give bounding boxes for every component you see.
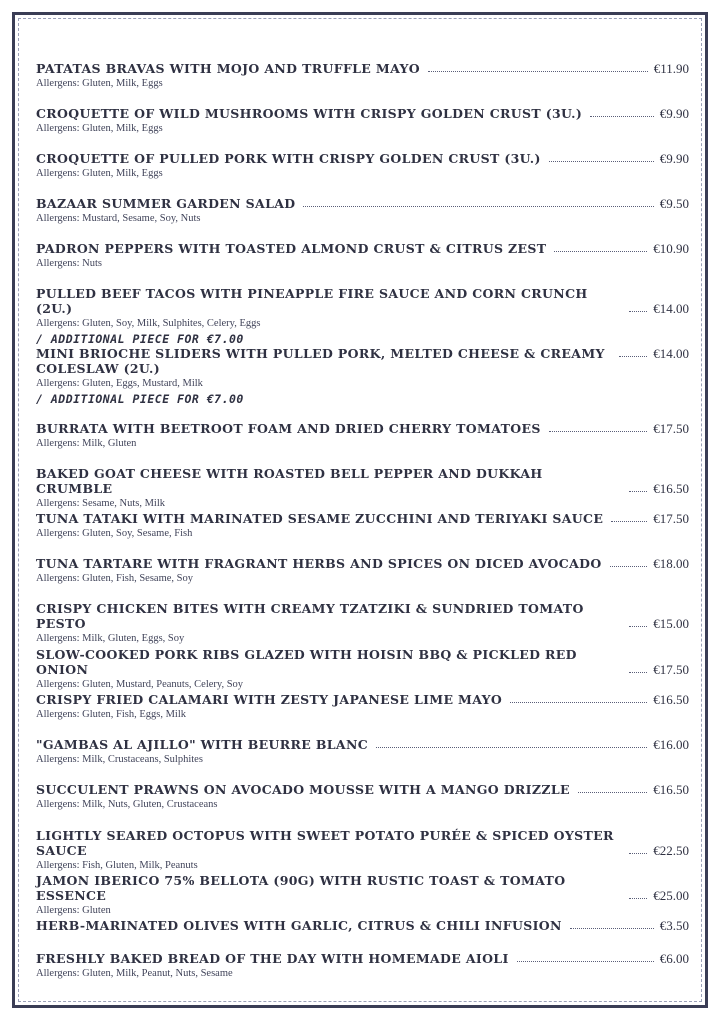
leader-dots — [549, 431, 648, 432]
item-allergens: Allergens: Fish, Gluten, Milk, Peanuts — [36, 860, 198, 871]
item-name: BURRATA WITH BEETROOT FOAM AND DRIED CHERRY TOMATOES — [36, 421, 541, 436]
item-price: €10.90 — [653, 241, 689, 256]
menu-item-octopus — [36, 828, 689, 872]
menu-item-croquette-mushroom — [36, 106, 689, 135]
item-allergens: Allergens: Milk, Nuts, Gluten, Crustaceans — [36, 799, 218, 810]
item-allergens: Allergens: Milk, Crustaceans, Sulphites — [36, 754, 203, 765]
leader-dots — [428, 71, 648, 72]
item-allergens: Allergens: Gluten — [36, 905, 111, 916]
leader-dots — [549, 161, 654, 162]
leader-dots — [611, 521, 647, 522]
menu-item-gambas — [36, 737, 689, 766]
item-name: CRISPY FRIED CALAMARI WITH ZESTY JAPANESE LIME MAYO — [36, 692, 503, 707]
item-name: JAMON IBERICO 75% BELLOTA (90G) WITH RUSTIC TOAST & TOMATO ESSENCE — [36, 873, 566, 903]
item-allergens: Allergens: Milk, Gluten, Eggs, Soy — [36, 633, 185, 644]
item-price: €17.50 — [653, 511, 689, 526]
item-price: €3.50 — [659, 918, 689, 933]
leader-dots — [629, 311, 647, 312]
menu-item-tuna-tataki — [36, 511, 689, 540]
leader-dots — [629, 626, 647, 627]
item-allergens: Allergens: Gluten, Fish, Sesame, Soy — [36, 573, 194, 584]
item-name: TUNA TARTARE WITH FRAGRANT HERBS AND SPICES ON DICED AVOCADO — [36, 556, 602, 571]
item-price: €25.00 — [653, 888, 689, 903]
item-price: €9.50 — [659, 196, 689, 211]
item-name: BAKED GOAT CHEESE WITH ROASTED BELL PEPPER AND DUKKAH CRUMBLE — [36, 466, 543, 496]
menu-item-patatas-bravas — [36, 61, 689, 90]
leader-dots — [376, 747, 647, 748]
item-allergens: Allergens: Gluten, Soy, Milk, Sulphites, Celery, Eggs — [36, 318, 261, 329]
menu-item-burrata — [36, 421, 689, 450]
item-price: €17.50 — [653, 662, 689, 677]
item-name: PATATAS BRAVAS WITH MOJO AND TRUFFLE MAYO — [36, 61, 421, 76]
item-price: €22.50 — [653, 843, 689, 858]
item-price: €9.90 — [659, 151, 689, 166]
leader-dots — [554, 251, 647, 252]
menu-item-beef-tacos — [36, 286, 689, 346]
leader-dots — [629, 898, 647, 899]
menu-item-padron-peppers — [36, 241, 689, 270]
item-name: TUNA TATAKI WITH MARINATED SESAME ZUCCHINI AND TERIYAKI SAUCE — [36, 511, 604, 526]
item-extra-note: / ADDITIONAL PIECE FOR €7.00 — [36, 392, 244, 406]
menu-item-salad — [36, 196, 689, 225]
item-allergens: Allergens: Gluten, Eggs, Mustard, Milk — [36, 378, 203, 389]
menu-item-bread — [36, 951, 689, 980]
leader-dots — [629, 491, 647, 492]
item-name: PULLED BEEF TACOS WITH PINEAPPLE FIRE SAUCE AND CORN CRUNCH (2U.) — [36, 286, 588, 316]
item-allergens: Allergens: Sesame, Nuts, Milk — [36, 498, 166, 509]
leader-dots — [610, 566, 648, 567]
item-name: LIGHTLY SEARED OCTOPUS WITH SWEET POTATO PURÉE & SPICED OYSTER SAUCE — [36, 828, 614, 858]
leader-dots — [303, 206, 653, 207]
menu-item-croquette-pork — [36, 151, 689, 180]
item-allergens: Allergens: Gluten, Mustard, Peanuts, Celery, Soy — [36, 679, 244, 690]
menu-item-jamon-iberico — [36, 873, 689, 917]
item-name: CRISPY CHICKEN BITES WITH CREAMY TZATZIKI & SUNDRIED TOMATO PESTO — [36, 601, 584, 631]
leader-dots — [517, 961, 654, 962]
item-price: €16.50 — [653, 481, 689, 496]
leader-dots — [590, 116, 654, 117]
item-extra-note: / ADDITIONAL PIECE FOR €7.00 — [36, 332, 244, 346]
leader-dots — [619, 356, 647, 357]
leader-dots — [510, 702, 647, 703]
menu-item-tuna-tartare — [36, 556, 689, 585]
item-name: SUCCULENT PRAWNS ON AVOCADO MOUSSE WITH A MANGO DRIZZLE — [36, 782, 570, 797]
item-name: "GAMBAS AL AJILLO" WITH BEURRE BLANC — [36, 737, 369, 752]
menu-item-pork-ribs — [36, 647, 689, 691]
item-name: PADRON PEPPERS WITH TOASTED ALMOND CRUST & CITRUS ZEST — [36, 241, 547, 256]
item-allergens: Allergens: Gluten, Milk, Eggs — [36, 123, 163, 134]
item-allergens: Allergens: Gluten, Soy, Sesame, Fish — [36, 528, 193, 539]
menu-item-brioche-sliders — [36, 346, 689, 406]
item-allergens: Allergens: Gluten, Milk, Eggs — [36, 168, 163, 179]
item-price: €18.00 — [653, 556, 689, 571]
item-price: €11.90 — [653, 61, 689, 76]
leader-dots — [578, 792, 647, 793]
leader-dots — [629, 853, 647, 854]
menu-item-chicken-bites — [36, 601, 689, 645]
menu-item-calamari — [36, 692, 689, 721]
item-name: MINI BRIOCHE SLIDERS WITH PULLED PORK, MELTED CHEESE & CREAMY COLESLAW (2U.) — [36, 346, 605, 376]
item-allergens: Allergens: Gluten, Fish, Eggs, Milk — [36, 709, 187, 720]
leader-dots — [570, 928, 654, 929]
item-name: CROQUETTE OF WILD MUSHROOMS WITH CRISPY GOLDEN CRUST (3U.) — [36, 106, 583, 121]
item-allergens: Allergens: Gluten, Milk, Peanut, Nuts, Sesame — [36, 968, 233, 979]
item-name: BAZAAR SUMMER GARDEN SALAD — [36, 196, 296, 211]
item-price: €16.00 — [653, 737, 689, 752]
menu-item-goat-cheese — [36, 466, 689, 510]
item-name: FRESHLY BAKED BREAD OF THE DAY WITH HOMEMADE AIOLI — [36, 951, 509, 966]
item-price: €6.00 — [659, 951, 689, 966]
item-name: HERB-MARINATED OLIVES WITH GARLIC, CITRUS & CHILI INFUSION — [36, 918, 562, 933]
item-allergens: Allergens: Nuts — [36, 258, 103, 269]
item-allergens: Allergens: Mustard, Sesame, Soy, Nuts — [36, 213, 201, 224]
item-price: €16.50 — [653, 782, 689, 797]
item-price: €16.50 — [653, 692, 689, 707]
item-allergens: Allergens: Milk, Gluten — [36, 438, 137, 449]
item-allergens: Allergens: Gluten, Milk, Eggs — [36, 78, 163, 89]
menu-item-olives — [36, 918, 689, 933]
item-price: €15.00 — [653, 616, 689, 631]
item-name: SLOW-COOKED PORK RIBS GLAZED WITH HOISIN BBQ & PICKLED RED ONION — [36, 647, 577, 677]
item-price: €9.90 — [659, 106, 689, 121]
menu-item-prawns — [36, 782, 689, 811]
item-price: €14.00 — [653, 301, 689, 316]
item-price: €14.00 — [653, 346, 689, 361]
item-name: CROQUETTE OF PULLED PORK WITH CRISPY GOLDEN CRUST (3U.) — [36, 151, 541, 166]
leader-dots — [629, 672, 647, 673]
item-price: €17.50 — [653, 421, 689, 436]
